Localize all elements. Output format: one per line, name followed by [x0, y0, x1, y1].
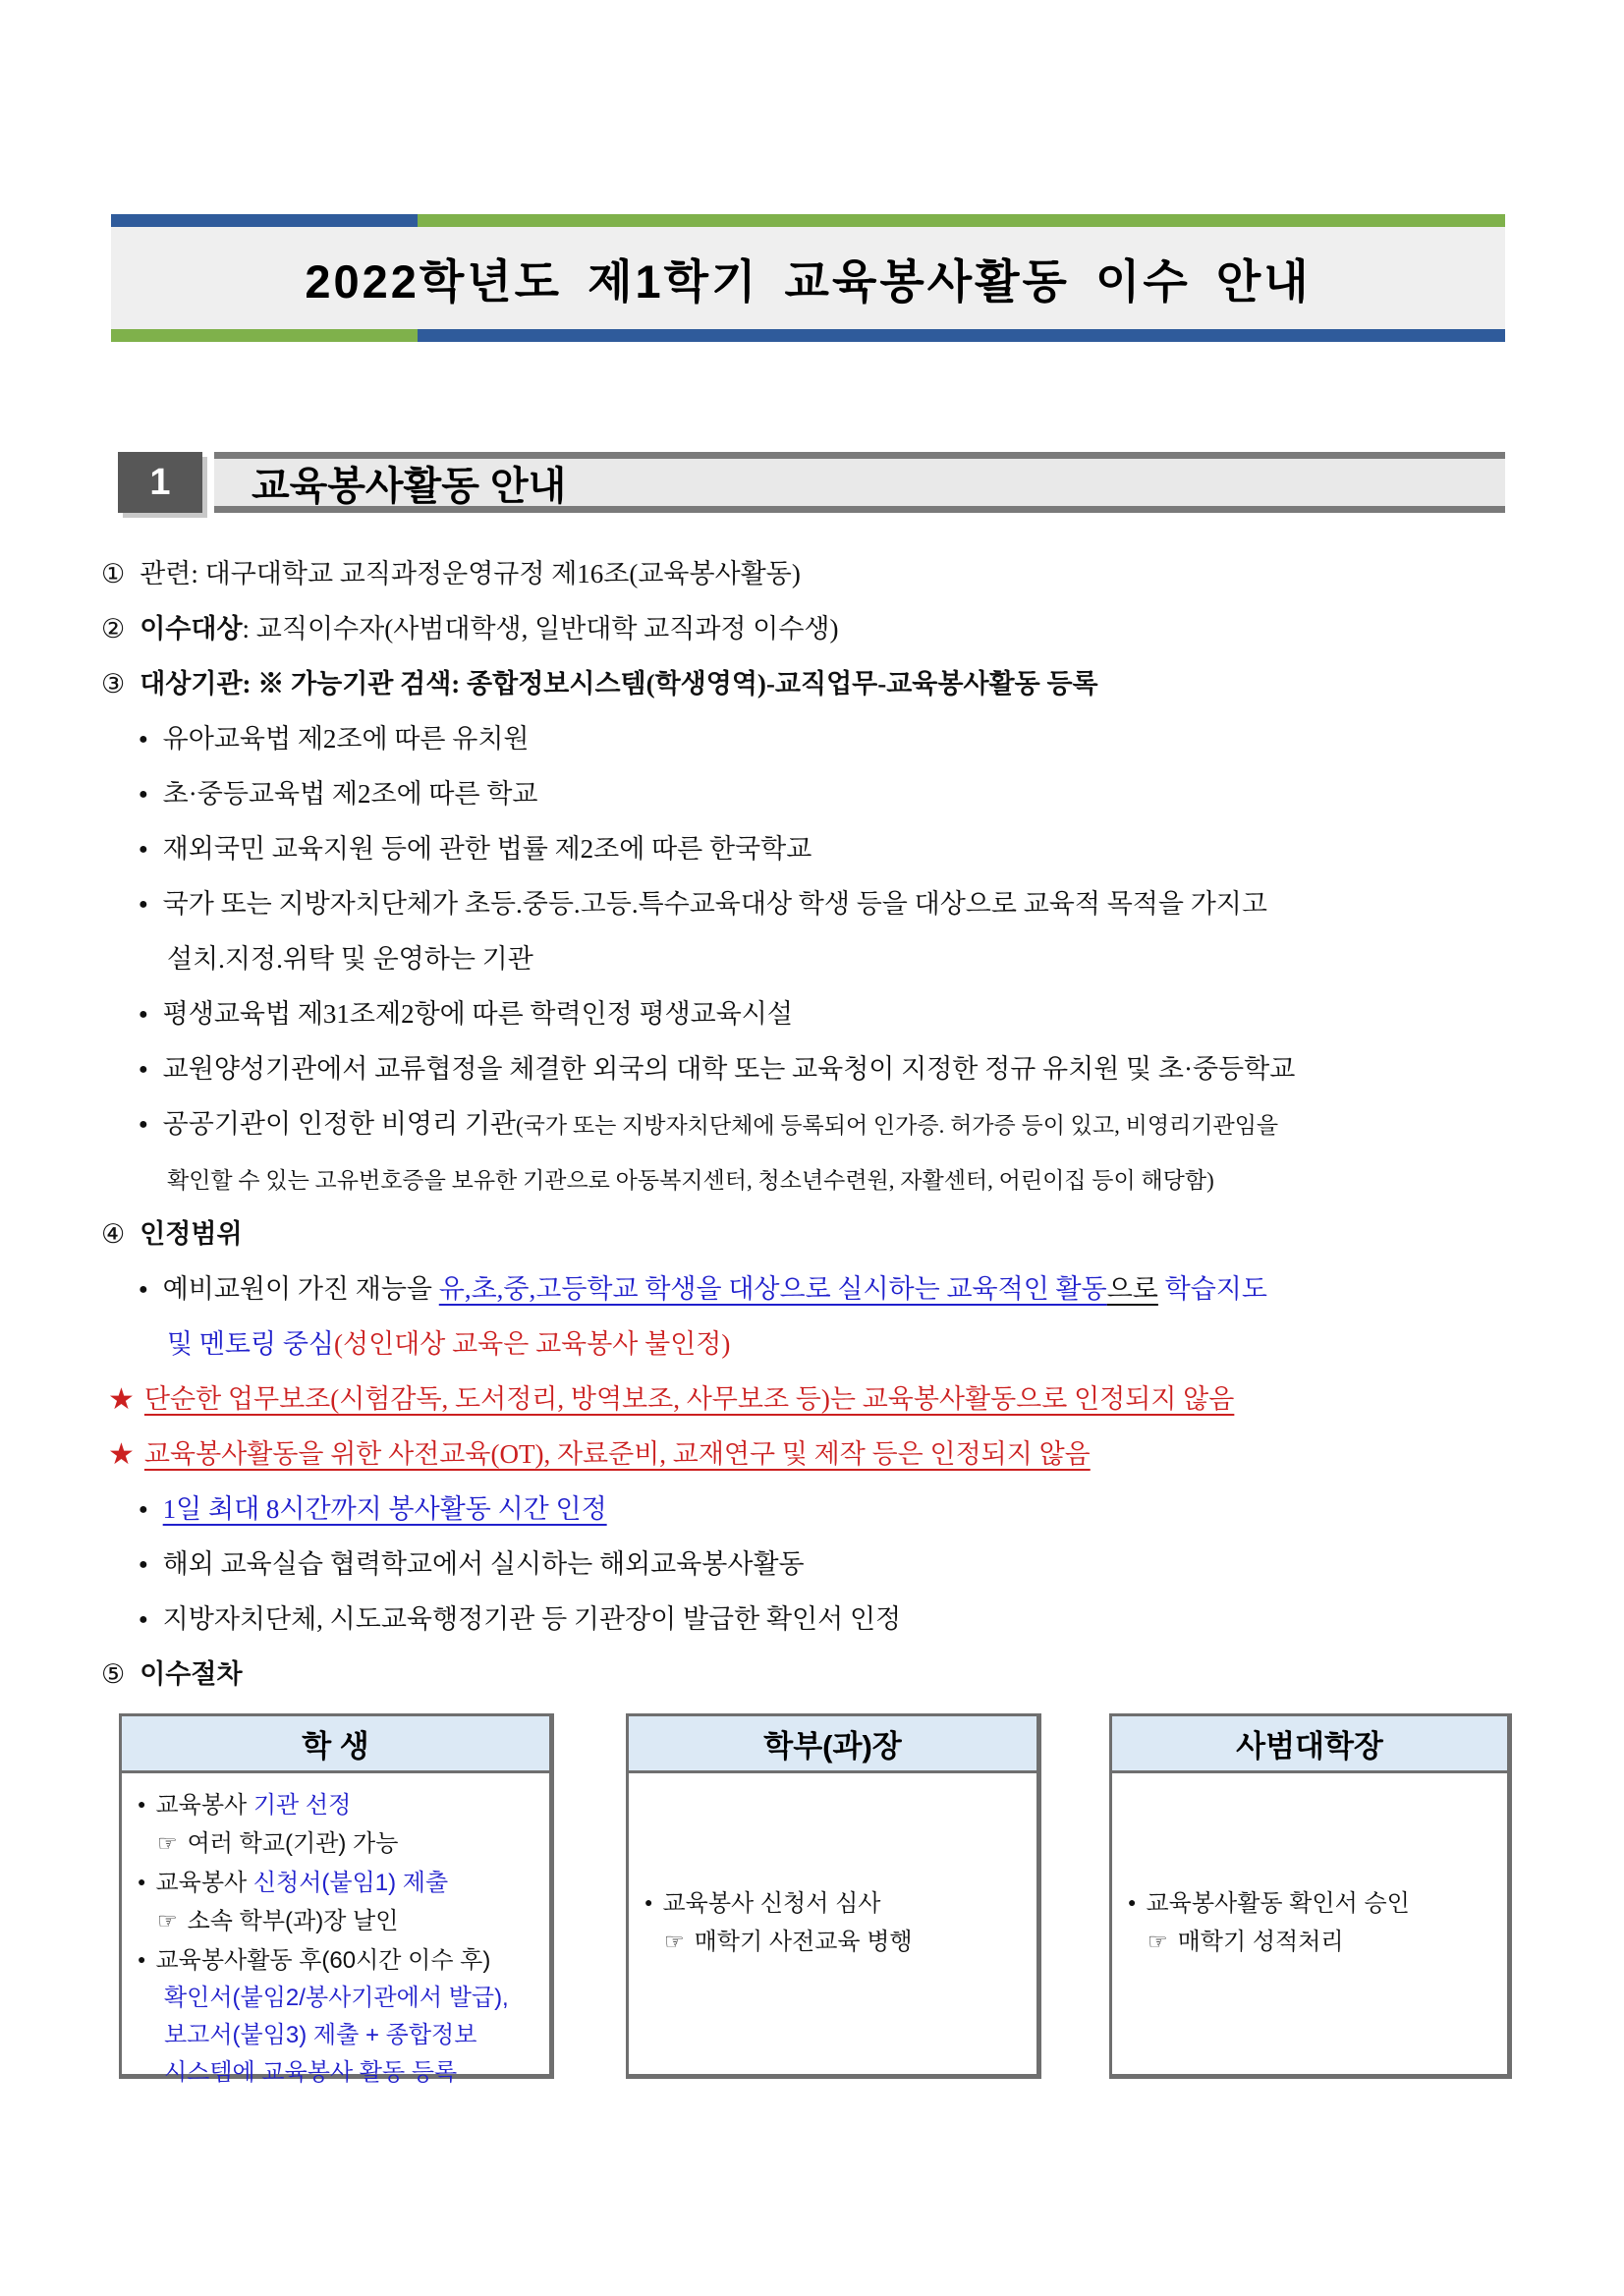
content-line [0, 546, 1624, 601]
content-line [0, 1151, 1624, 1206]
text-segment: 확인할 수 있는 고유번호증을 보유한 기관으로 아동복지센터, 청소년수련원, 자활센터, 어린이집 등이 해당함) [167, 1168, 1214, 1193]
bullet-icon: ● [138, 1874, 146, 1889]
content-line [0, 1592, 1624, 1647]
circled-number-2: ② [101, 614, 126, 644]
text-segment: 재외국민 교육지원 등에 관한 법률 제2조에 따른 한국학교 [162, 834, 812, 864]
process-step-line [138, 1902, 541, 1940]
banner-top-border-green [418, 214, 1505, 227]
text-segment: 관련: 대구대학교 교직과정운영규정 제16조(교육봉사활동) [140, 559, 801, 588]
process-step-line [644, 1923, 1029, 1961]
text-segment [1158, 1274, 1165, 1304]
text-segment: (성인대상 교육은 교육봉사 불인정) [334, 1329, 731, 1359]
process-step-line [1128, 1923, 1499, 1961]
process-box-1 [119, 1713, 554, 2086]
circled-number-4: ④ [101, 1219, 126, 1249]
process-step-line [138, 2054, 541, 2092]
process-step-line [138, 1824, 541, 1863]
bullet-icon: ● [139, 1611, 148, 1628]
content-lines [0, 546, 1624, 1702]
text-segment: 학습지도 [1164, 1274, 1267, 1304]
text-segment: 교육봉사활동 후(60시간 이수 후) [155, 1947, 491, 1974]
process-step-line [138, 1785, 541, 1824]
text-segment: 교육봉사활동을 위한 사전교육(OT), 자료준비, 교재연구 및 제작 등은 인정되지 않음 [143, 1439, 1091, 1469]
text-segment: 인정범위 [140, 1219, 243, 1249]
text-segment: 대상기관 [140, 669, 243, 699]
text-segment: 설치.지정.위탁 및 운영하는 기관 [167, 944, 533, 974]
text-segment: 해외 교육실습 협력학교에서 실시하는 해외교육봉사활동 [162, 1549, 805, 1579]
bullet-icon: ● [1128, 1894, 1137, 1910]
process-box-2 [626, 1713, 1041, 2079]
text-segment: 교육봉사 신청서 심사 [662, 1890, 881, 1917]
content-line [0, 1206, 1624, 1261]
text-segment: 여러 학교(기관) 가능 [187, 1830, 399, 1857]
text-segment: ※ 가능기관 검색: 종합정보시스템(학생영역)-교직업무-교육봉사활동 등록 [257, 669, 1098, 699]
text-segment: 초·중등교육법 제2조에 따른 학교 [162, 779, 538, 809]
process-step-line [138, 1863, 541, 1902]
process-step-line [138, 1980, 541, 2017]
content-line [0, 821, 1624, 876]
bullet-icon: ● [139, 786, 148, 803]
text-segment: : [242, 669, 258, 699]
banner-body [111, 227, 1505, 329]
content-line [0, 1372, 1624, 1427]
text-segment: : 교직이수자(사범대학생, 일반대학 교직과정 이수생) [242, 614, 839, 644]
content-line [0, 986, 1624, 1041]
text-segment: 유아교육법 제2조에 따른 유치원 [162, 724, 530, 754]
text-segment: 공공기관이 인정한 비영리 기관 [162, 1109, 516, 1139]
section-title: 교육봉사활동 안내 [252, 464, 567, 508]
section-title-bar [214, 452, 1505, 513]
content-line [0, 876, 1624, 931]
process-step-line [1128, 1883, 1499, 1923]
content-line [0, 931, 1624, 986]
process-step-line [138, 2017, 541, 2054]
banner-top-border [111, 214, 1505, 227]
bullet-icon: ● [138, 1796, 146, 1812]
text-segment: 및 멘토링 중심 [167, 1329, 334, 1359]
process-box-header: 학 생 [122, 1716, 549, 1773]
pointing-hand-icon: ☞ [1148, 1929, 1168, 1954]
text-segment: 신청서(붙임1) 제출 [252, 1870, 449, 1896]
section-header [118, 452, 1505, 513]
text-segment: 이수대상 [140, 614, 243, 644]
text-segment: 교육봉사 [155, 1870, 253, 1896]
process-box-body [122, 1773, 549, 2092]
text-segment: 교육봉사 [155, 1792, 253, 1819]
text-segment: 이수절차 [140, 1659, 243, 1689]
text-segment: 소속 학부(과)장 날인 [187, 1908, 399, 1934]
text-segment: 매학기 성적처리 [1177, 1929, 1344, 1955]
content-line [0, 601, 1624, 656]
banner-bottom-border-blue [418, 329, 1505, 342]
text-segment: 으로 [1106, 1274, 1158, 1304]
process-box-body [1112, 1773, 1507, 2071]
process-step-line [138, 1940, 541, 1980]
content-line [0, 656, 1624, 711]
bullet-icon: ● [139, 1116, 148, 1133]
process-box-header: 학부(과)장 [629, 1716, 1036, 1773]
content-line [0, 1316, 1624, 1372]
bullet-icon: ● [139, 896, 148, 913]
text-segment: 지방자치단체, 시도교육행정기관 등 기관장이 발급한 확인서 인정 [162, 1604, 902, 1634]
pointing-hand-icon: ☞ [664, 1929, 685, 1954]
text-segment: 매학기 사전교육 병행 [694, 1929, 913, 1955]
red-star-icon: ★ [108, 1382, 135, 1417]
process-box-body [629, 1773, 1036, 2071]
text-segment: 1일 최대 8시간까지 봉사활동 시간 인정 [162, 1494, 607, 1524]
text-segment: 단순한 업무보조(시험감독, 도서정리, 방역보조, 사무보조 등)는 교육봉사활동으로 인정되지 않음 [143, 1384, 1235, 1414]
banner-bottom-border-green [111, 329, 418, 342]
bullet-icon: ● [138, 1951, 146, 1967]
content-line [0, 1096, 1624, 1151]
content-line [0, 1427, 1624, 1482]
banner-top-border-blue [111, 214, 418, 227]
title-banner [111, 214, 1505, 342]
circled-number-3: ③ [101, 669, 126, 699]
circled-number-1: ① [101, 559, 126, 588]
content-line [0, 1482, 1624, 1537]
bullet-icon: ● [644, 1894, 653, 1910]
bullet-icon: ● [139, 1281, 148, 1298]
bullet-icon: ● [139, 1501, 148, 1518]
section-number-badge: 1 [118, 452, 202, 513]
content-line [0, 1647, 1624, 1702]
document-title: 2022학년도 제1학기 교육봉사활동 이수 안내 [305, 254, 1312, 308]
text-segment: 확인서(붙임2/봉사기관에서 발급), [164, 1985, 509, 2011]
bullet-icon: ● [139, 841, 148, 858]
text-segment: 보고서(붙임3) 제출 + 종합정보 [164, 2022, 477, 2048]
content-line [0, 1041, 1624, 1096]
content-line [0, 1261, 1624, 1316]
pointing-hand-icon: ☞ [157, 1830, 178, 1856]
bullet-icon: ● [139, 1061, 148, 1078]
text-segment: 유,초,중,고등학교 학생을 대상으로 실시하는 교육적인 활동 [438, 1274, 1107, 1304]
bullet-icon: ● [139, 1006, 148, 1023]
bullet-icon: ● [139, 731, 148, 748]
text-segment: 예비교원이 가진 재능을 [162, 1274, 439, 1304]
process-step-line [644, 1883, 1029, 1923]
content-line [0, 766, 1624, 821]
content-line [0, 1537, 1624, 1592]
content-line [0, 711, 1624, 766]
text-segment: 교육봉사활동 확인서 승인 [1146, 1890, 1410, 1917]
text-segment: (국가 또는 지방자치단체에 등록되어 인가증. 허가증 등이 있고, 비영리기관임을 [516, 1113, 1279, 1138]
text-segment: 평생교육법 제31조제2항에 따른 학력인정 평생교육시설 [162, 999, 793, 1029]
text-segment: 교원양성기관에서 교류협정을 체결한 외국의 대학 또는 교육청이 지정한 정규 유치원 및 초·중등학교 [162, 1054, 1296, 1084]
banner-bottom-border [111, 329, 1505, 342]
text-segment: 시스템에 교육봉사 활동 등록 [164, 2059, 458, 2086]
text-segment: 기관 선정 [252, 1792, 352, 1819]
process-box-3 [1109, 1713, 1512, 2079]
text-segment: 국가 또는 지방자치단체가 초등.중등.고등.특수교육대상 학생 등을 대상으로 교육적 목적을 가지고 [162, 889, 1267, 919]
circled-number-5: ⑤ [101, 1659, 126, 1689]
pointing-hand-icon: ☞ [157, 1908, 178, 1933]
process-box-header: 사범대학장 [1112, 1716, 1507, 1773]
bullet-icon: ● [139, 1556, 148, 1573]
red-star-icon: ★ [108, 1437, 135, 1472]
